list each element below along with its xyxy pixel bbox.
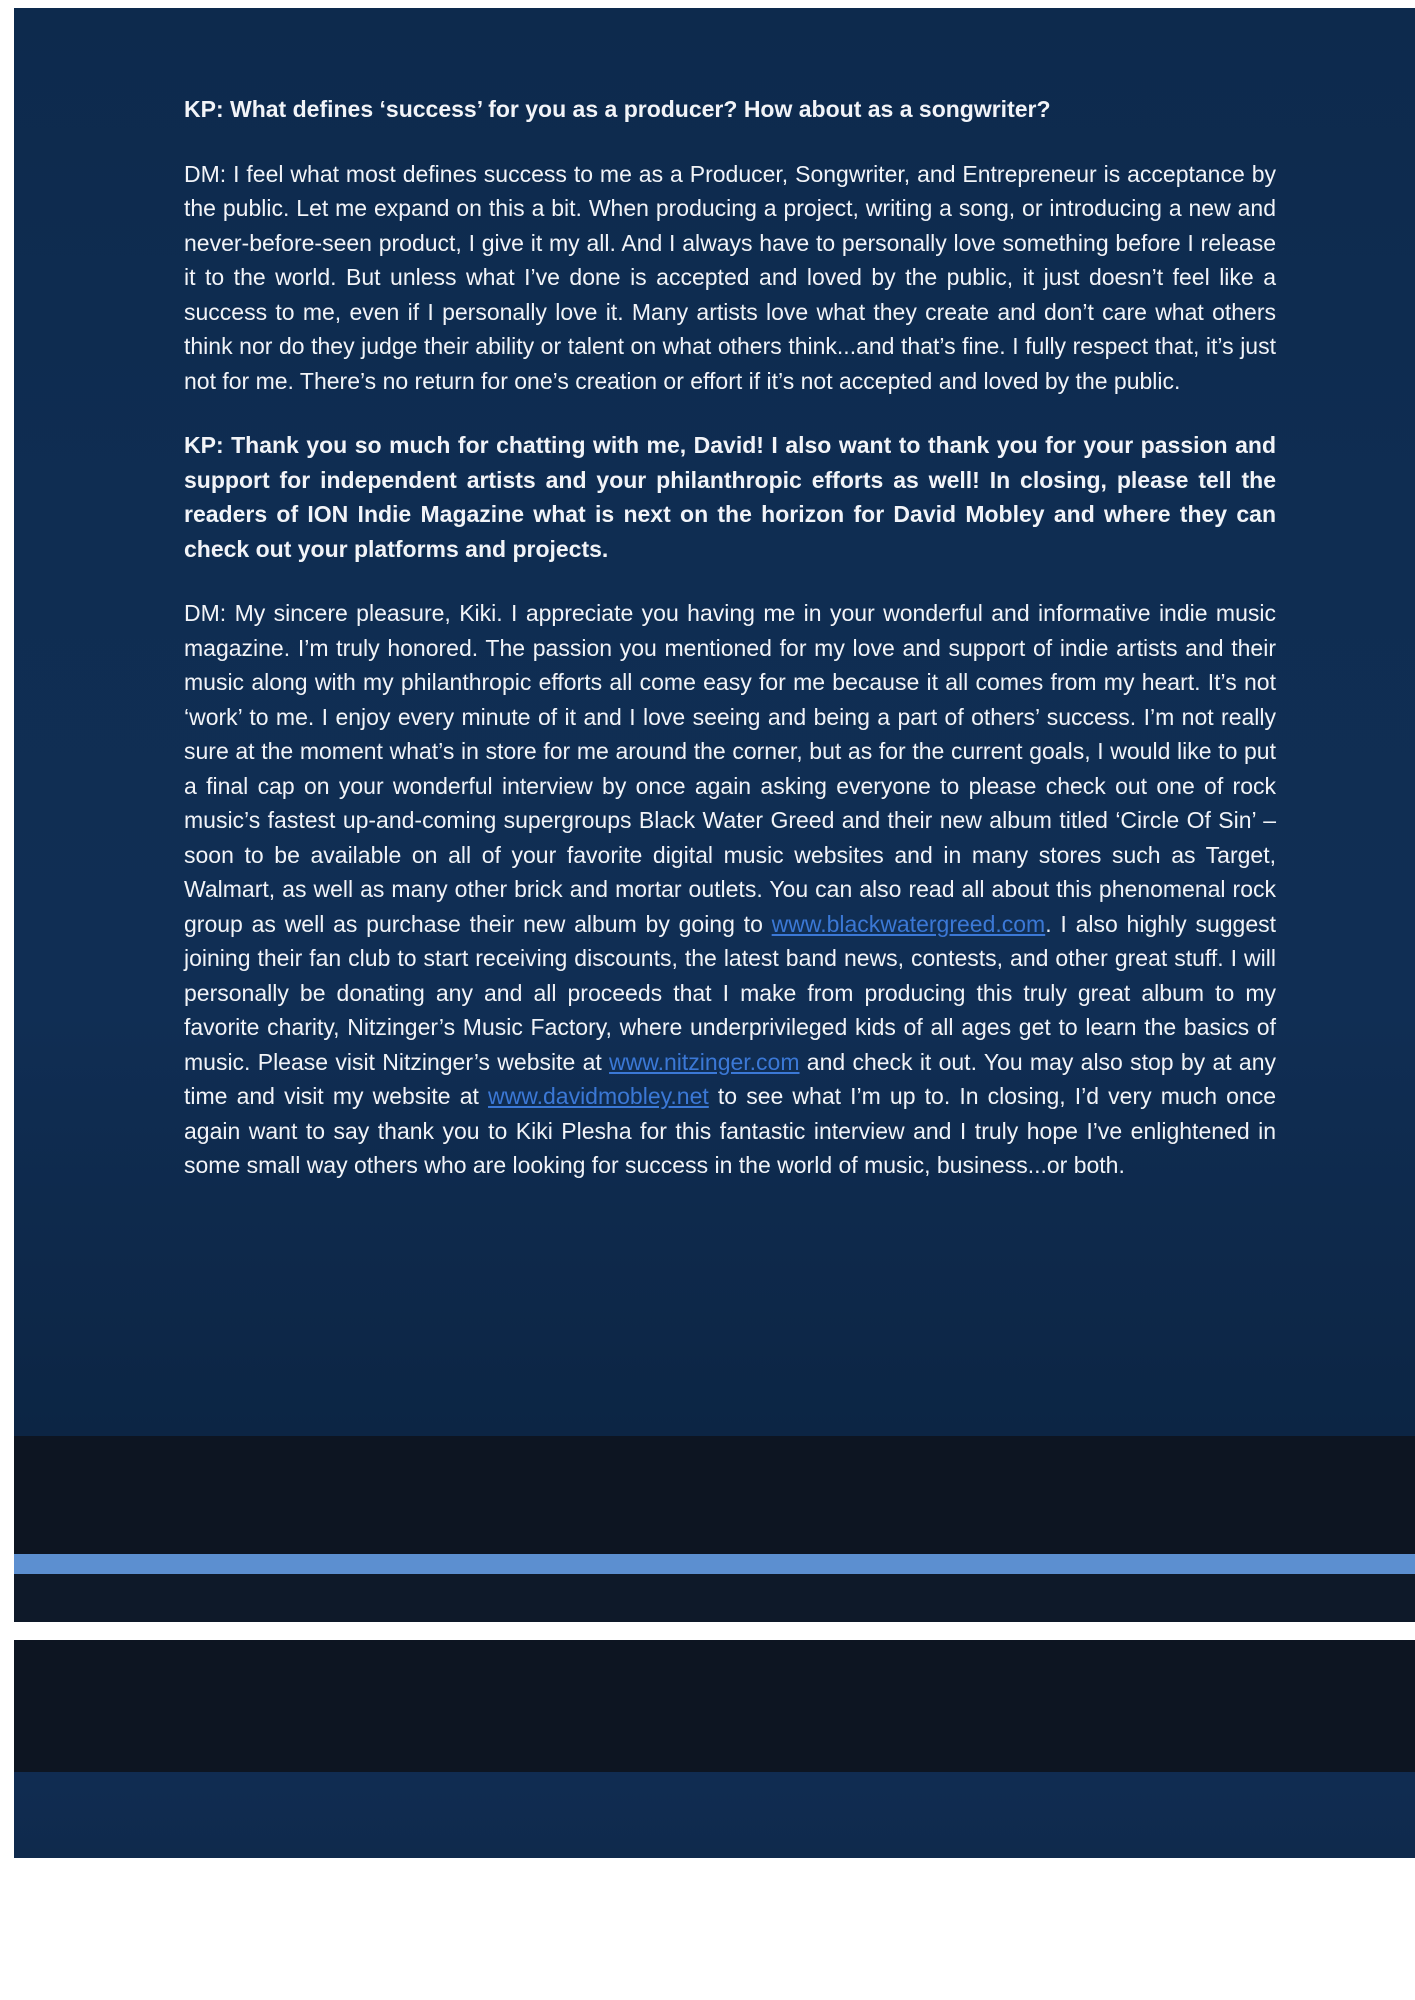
- footer-stripe-light-blue: [14, 1554, 1415, 1574]
- answer-closing-text-3: and check it out. You may also stop by at any time and visit my website at: [184, 1048, 1276, 1109]
- footer-band-black: [14, 1640, 1415, 1772]
- footer-band-dark: [14, 1436, 1415, 1554]
- footer-band-dark-lower: [14, 1574, 1415, 1622]
- link-nitzinger[interactable]: www.nitzinger.com: [609, 1048, 800, 1075]
- answer-closing-text-2: . I also highly suggest joining their fan club to start receiving discounts, the latest band news, contests, and other great stuff. I will personally be donating any and all proceeds that I make from producing this truly great album to my favorite charity, Nitzinger’s Music Factory, where underprivileged kids of all ages get to learn the basics of music. Please visit Nitzinger’s website at: [184, 910, 1276, 1075]
- answer-closing: [184, 596, 1276, 1183]
- answer-success: DM: I feel what most defines success to me as a Producer, Songwriter, and Entrepreneur is acceptance by the public. Let me expand on this a bit. When producing a project, writing a song, or introducing a new and never-before-seen product, I give it my all. And I always have to personally love something before I release it to the world. But unless what I’ve done is accepted and loved by the public, it just doesn’t feel like a success to me, even if I personally love it. Many artists love what they create and don’t care what others think nor do they judge their ability or talent on what others think...and that’s fine. I fully respect that, it’s just not for me. There’s no return for one’s creation or effort if it’s not accepted and loved by the public.: [184, 160, 1276, 394]
- interview-article: [184, 92, 1276, 1213]
- question-success: KP: What defines ‘success’ for you as a producer? How about as a songwriter?: [184, 96, 1051, 122]
- answer-closing-text-4: to see what I’m up to. In closing, I’d very much once again want to say thank you to Kiki Plesha for this fantastic interview and I truly hope I’ve enlightened in some small way others who are looking for success in the world of music, business...or both.: [184, 1083, 1276, 1178]
- answer-closing-text-1: DM: My sincere pleasure, Kiki. I appreciate you having me in your wonderful and informative indie music magazine. I’m truly honored. The passion you mentioned for my love and support of indie artists and their music along with my philanthropic efforts all come easy for me because it all comes from my heart. It’s not ‘work’ to me. I enjoy every minute of it and I love seeing and being a part of others’ success. I’m not really sure at the moment what’s in store for me around the corner, but as for the current goals, I would like to put a final cap on your wonderful interview by once again asking everyone to please check out one of rock music’s fastest up-and-coming supergroups Black Water Greed and their new album titled ‘Circle Of Sin’ – soon to be available on all of your favorite digital music websites and in many stores such as Target, Walmart, as well as many other brick and mortar outlets. You can also read all about this phenomenal rock group as well as purchase their new album by going to: [184, 600, 1276, 937]
- footer-gap: [14, 1622, 1415, 1640]
- link-davidmobley[interactable]: www.davidmobley.net: [488, 1083, 709, 1109]
- footer-band-navy: [14, 1772, 1415, 1858]
- link-blackwatergreed[interactable]: www.blackwatergreed.com: [771, 910, 1046, 937]
- question-closing: KP: Thank you so much for chatting with me, David! I also want to thank you for your passion and support for independent artists and your philanthropic efforts as well! In closing, please tell the readers of ION Indie Magazine what is next on the horizon for David Mobley and where they can check out your platforms and projects.: [184, 432, 1276, 562]
